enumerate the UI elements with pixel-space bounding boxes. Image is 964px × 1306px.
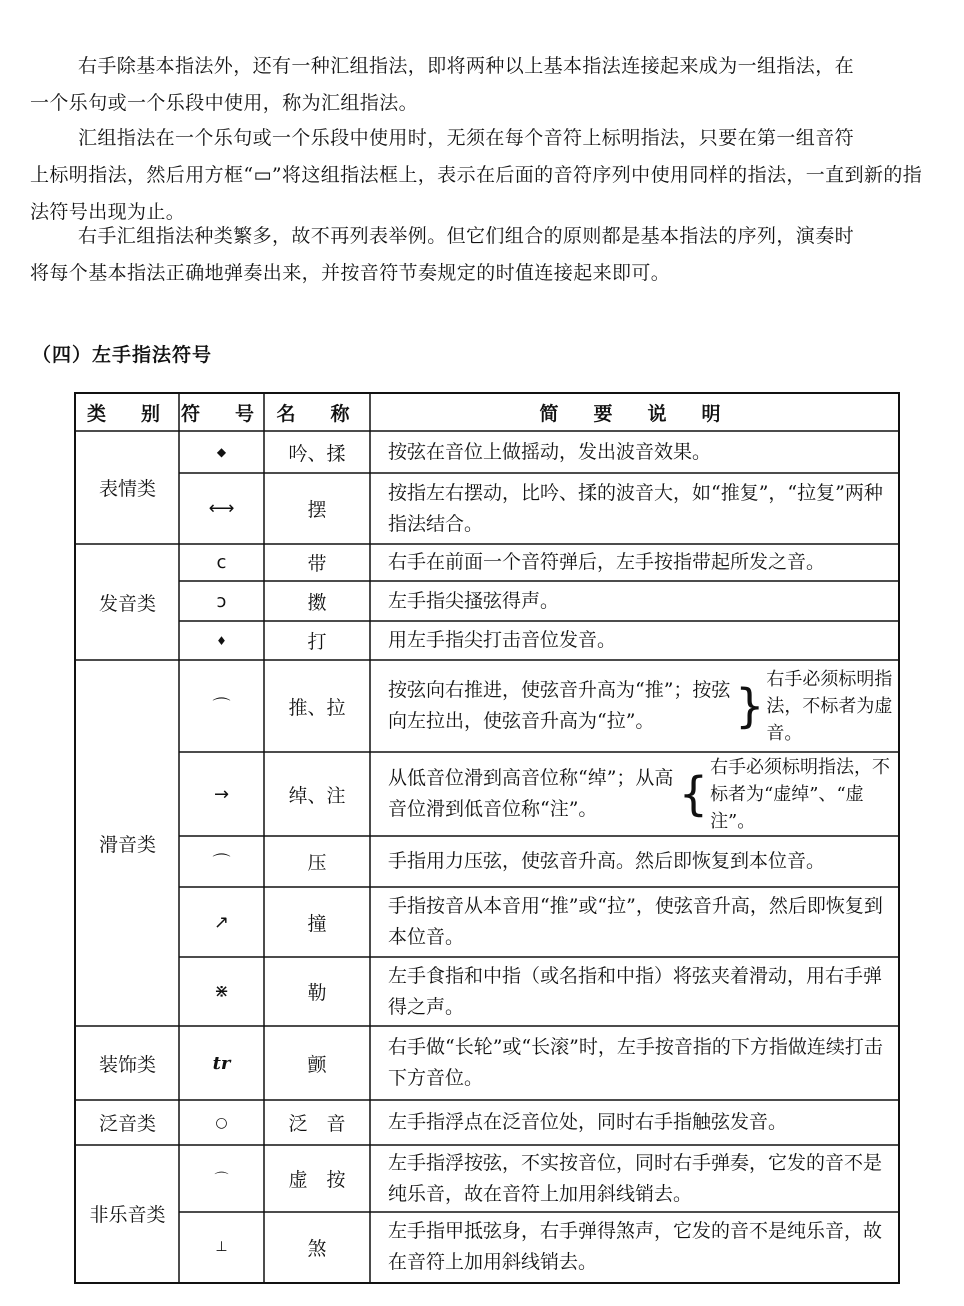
name-cell: 推、拉	[288, 696, 346, 719]
name-cell: 带	[307, 553, 327, 575]
description-cell: 右手做“长轮”或“长滚”时，左手按音指的下方指做连续打击下方音位。	[388, 1036, 883, 1089]
symbol-bump: ↗	[213, 911, 230, 933]
section-title: （四）左手指法符号	[32, 344, 213, 366]
description-note: 右手必须标明指法，不标者为“虚绰”、“虚注”。	[710, 756, 891, 832]
symbol-light-press: ⌒	[214, 1171, 229, 1188]
name-cell: 打	[307, 631, 327, 653]
intro-paragraph-2	[30, 120, 928, 231]
name-cell: 压	[307, 852, 327, 874]
name-cell: 煞	[307, 1237, 327, 1260]
category-harmonic: 泛音类	[98, 1113, 156, 1135]
fingering-table	[74, 392, 900, 1284]
symbol-pluck-up: c	[216, 552, 227, 573]
name-cell: 擞	[307, 591, 327, 614]
paragraph-rest: 将每个基本指法正确地弹奏出来，并按音符节奏规定的时值连接起来即可。	[30, 262, 671, 284]
symbol-vibrato: ◆	[216, 445, 227, 459]
description-cell: 按弦在音位上做摇动，发出波音效果。	[388, 440, 712, 463]
name-cell: 撞	[307, 912, 327, 935]
name-cell: 摆	[307, 499, 327, 521]
name-cell: 吟、揉	[288, 442, 346, 465]
category-non-musical: 非乐音类	[89, 1204, 166, 1226]
symbol-push-pull: ⌒	[212, 697, 231, 718]
name-cell: 绰、注	[288, 784, 346, 807]
name-cell: 颤	[307, 1053, 327, 1076]
description-cell: 按指左右摆动，比吟、揉的波音大，如“推复”，“拉复”两种指法结合。	[388, 481, 883, 535]
intro-paragraph-1	[30, 48, 928, 122]
category-glide: 滑音类	[98, 833, 156, 856]
symbol-press: ⌒	[212, 852, 231, 874]
description-main: 从低音位滑到高音位称“绰”；从高音位滑到低音位称“注”。	[388, 767, 674, 820]
description-cell: 右手在前面一个音符弹后，左手按指带起所发之音。	[388, 551, 826, 573]
symbol-trill: tr	[212, 1052, 231, 1074]
paragraph-rest: 上标明指法，然后用方框“▭”将这组指法框上，表示在后面的音符序列中使用同样的指法，一直到新的指法符号出现为止。	[30, 164, 923, 223]
paragraph-rest: 一个乐句或一个乐段中使用，称为汇组指法。	[30, 92, 419, 114]
symbol-slide: →	[213, 783, 230, 805]
header-description: 简 要 说 明	[539, 403, 729, 425]
category-articulation: 发音类	[98, 592, 156, 615]
description-cell: 左手食指和中指（或名指和中指）将弦夹着滑动，用右手弹得之声。	[388, 964, 883, 1018]
paragraph-line: 右手汇组指法种类繁多，故不再列表举例。但它们组合的原则都是基本指法的序列，演奏时	[78, 225, 855, 247]
name-cell: 虚 按	[288, 1169, 346, 1191]
description-cell: 左手指甲抵弦身，右手弹得煞声，它发的音不是纯乐音，故在音符上加用斜线销去。	[388, 1220, 883, 1273]
symbol-clamp-slide: ⋇	[213, 981, 230, 1002]
description-cell	[370, 752, 898, 836]
header-name: 名 称	[276, 403, 358, 425]
paragraph-line: 右手除基本指法外，还有一种汇组指法，即将两种以上基本指法连接起来成为一组指法，在	[78, 55, 855, 77]
header-symbol: 符 号	[180, 403, 262, 425]
intro-paragraph-3	[30, 218, 928, 292]
description-cell: 用左手指尖打击音位发音。	[388, 629, 617, 651]
name-cell: 勒	[307, 982, 327, 1004]
category-ornament: 装饰类	[98, 1053, 156, 1076]
brace-glyph: }	[735, 679, 765, 733]
symbol-swing: ⟷	[208, 498, 235, 519]
description-cell: 左手指浮按弦，不实按音位，同时右手弹奏，它发的音不是纯乐音，故在音符上加用斜线销去。	[388, 1151, 883, 1205]
symbol-mute: ⊥	[215, 1239, 228, 1255]
symbol-scratch: ɔ	[216, 590, 227, 612]
description-note: 右手必须标明指法，不标者为虚音。	[766, 668, 893, 744]
symbol-harmonic: ○	[215, 1114, 228, 1131]
category-expression: 表情类	[98, 478, 156, 500]
description-cell	[370, 660, 898, 752]
description-cell: 左手指尖搔弦得声。	[388, 589, 560, 612]
description-cell: 左手指浮点在泛音位处，同时右手指触弦发音。	[388, 1111, 788, 1133]
name-cell: 泛 音	[288, 1113, 346, 1135]
paragraph-line: 汇组指法在一个乐句或一个乐段中使用时，无须在每个音符上标明指法，只要在第一组音符	[78, 127, 855, 149]
brace-glyph: {	[678, 767, 709, 821]
description-cell: 手指用力压弦，使弦音升高。然后即恢复到本位音。	[388, 850, 826, 872]
description-cell: 手指按音从本音用“推”或“拉”，使弦音升高，然后即恢复到本位音。	[388, 895, 883, 948]
symbol-strike: ♦	[216, 633, 227, 648]
header-category: 类 别	[86, 403, 168, 425]
description-main: 按弦向右推进，使弦音升高为“推”；按弦向左拉出，使弦音升高为“拉”。	[388, 679, 731, 732]
